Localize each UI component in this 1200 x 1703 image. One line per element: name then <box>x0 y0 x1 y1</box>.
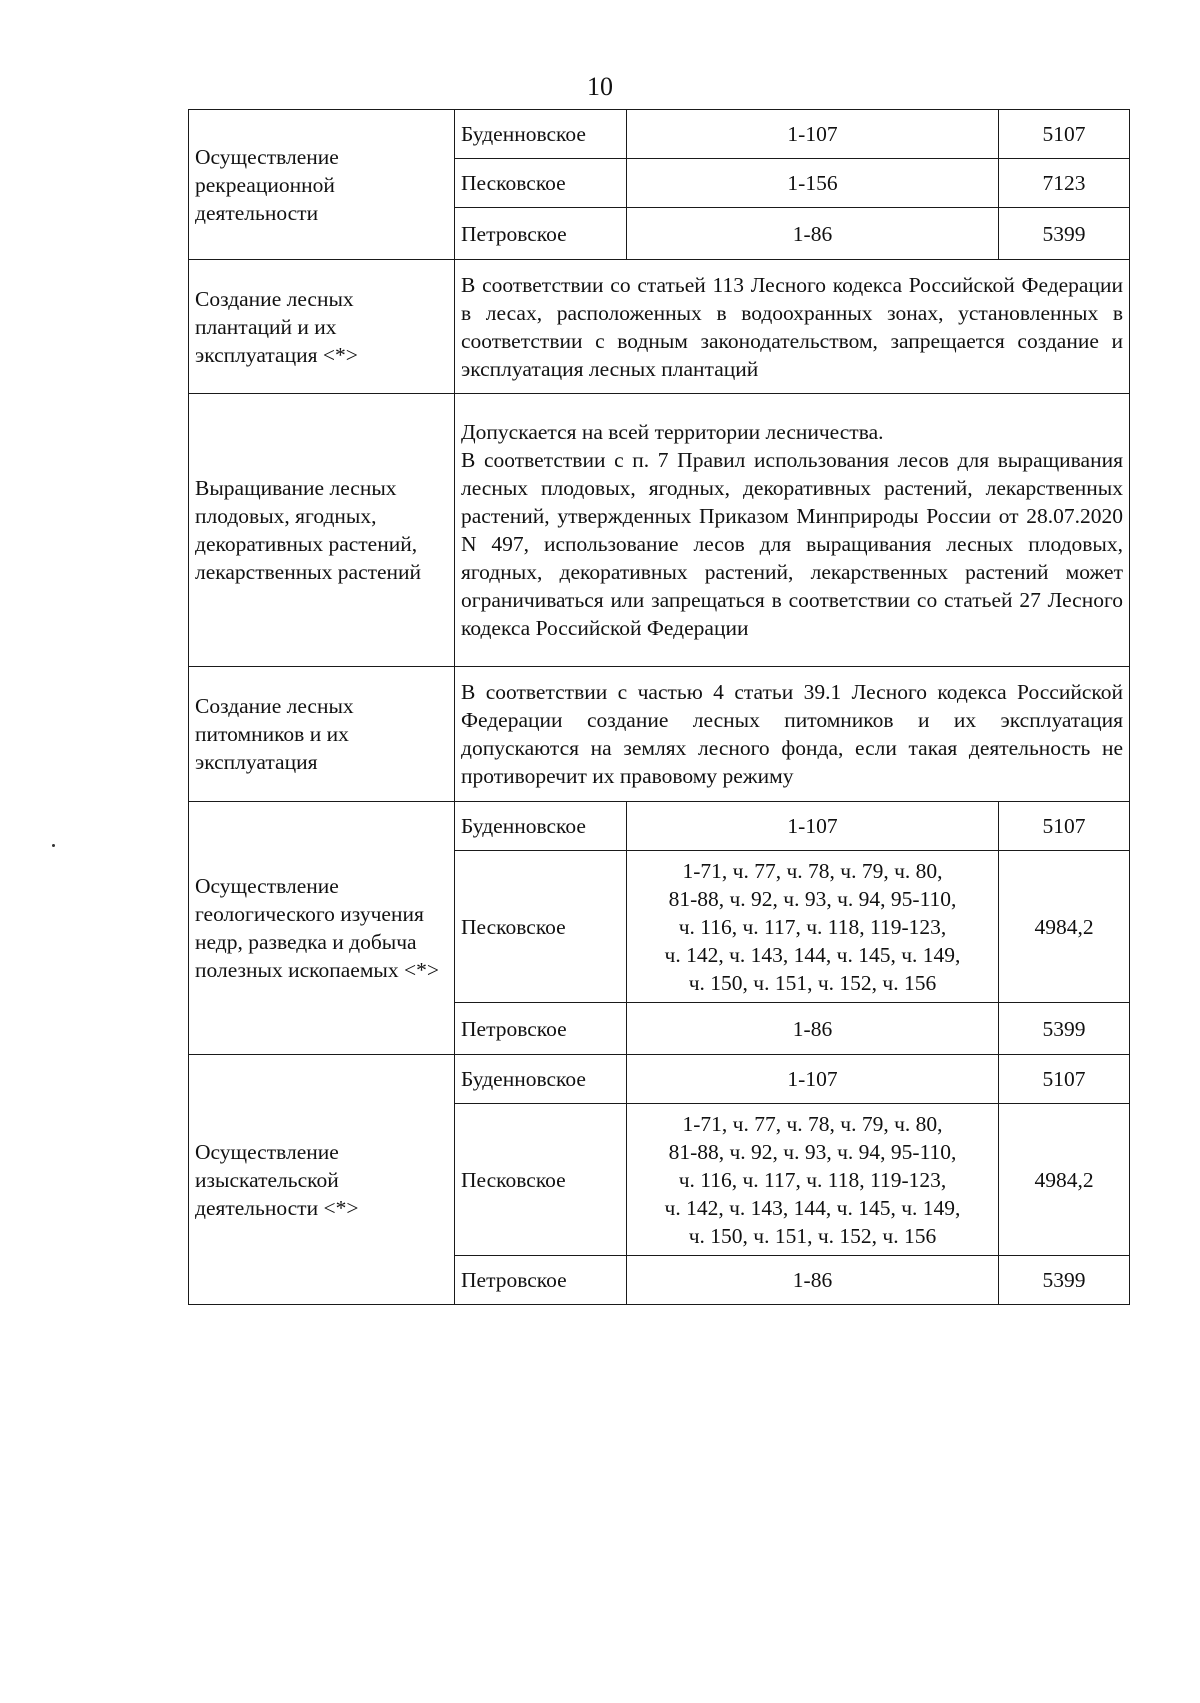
quarters-line: ч. 116, ч. 117, ч. 118, 119-123, <box>678 914 947 939</box>
activity-cell: Осуществление рекреационной деятельности <box>189 110 455 260</box>
note-cell <box>455 394 1130 667</box>
table-row <box>189 110 1130 159</box>
quarters-cell: 1-86 <box>627 1003 999 1055</box>
forest-use-table <box>188 109 1130 1305</box>
area-cell: 5107 <box>999 110 1130 159</box>
area-cell: 4984,2 <box>999 1104 1130 1256</box>
quarters-line: 1-71, ч. 77, ч. 78, ч. 79, ч. 80, <box>682 858 943 883</box>
quarters-cell: 1-107 <box>627 802 999 851</box>
forestry-cell: Петровское <box>455 1256 627 1305</box>
note-line: В соответствии с п. 7 Правил использования лесов для выращивания лесных плодовых, ягодных, декоративных растений, лекарственных растений, утвержденных Приказом Минприроды России от 28.07.2020 N 497, использование лесов для выращивания лесных плодовых, ягодных, декоративных растений, лекарственных растений может ограничиваться или запрещаться в соответствии со статьей 27 Лесного кодекса Российской Федерации <box>461 448 1123 640</box>
quarters-line: ч. 142, ч. 143, 144, ч. 145, ч. 149, <box>664 942 961 967</box>
activity-cell: Осуществление изыскательской деятельности <*> <box>189 1055 455 1305</box>
quarters-cell <box>627 1104 999 1256</box>
quarters-line: 81-88, ч. 92, ч. 93, ч. 94, 95-110, <box>668 1139 957 1164</box>
note-cell: В соответствии со статьей 113 Лесного кодекса Российской Федерации в лесах, расположенных в водоохранных зонах, установленных в соответствии с водным законодательством, запрещается создание и эксплуатация лесных плантаций <box>455 260 1130 394</box>
quarters-line: ч. 150, ч. 151, ч. 152, ч. 156 <box>688 970 937 995</box>
area-cell: 5107 <box>999 1055 1130 1104</box>
quarters-cell: 1-107 <box>627 110 999 159</box>
forestry-cell: Петровское <box>455 208 627 260</box>
forestry-cell: Буденновское <box>455 110 627 159</box>
forestry-cell: Буденновское <box>455 1055 627 1104</box>
quarters-cell <box>627 851 999 1003</box>
activity-cell: Осуществление геологического изучения недр, разведка и добыча полезных ископаемых <*> <box>189 802 455 1055</box>
quarters-cell: 1-86 <box>627 208 999 260</box>
quarters-line: ч. 150, ч. 151, ч. 152, ч. 156 <box>688 1223 937 1248</box>
forestry-cell: Песковское <box>455 851 627 1003</box>
quarters-line: 1-71, ч. 77, ч. 78, ч. 79, ч. 80, <box>682 1111 943 1136</box>
note-cell: В соответствии с частью 4 статьи 39.1 Лесного кодекса Российской Федерации создание лесных питомников и их эксплуатация допускаются на землях лесного фонда, если такая деятельность не противоречит их правовому режиму <box>455 667 1130 802</box>
quarters-cell: 1-107 <box>627 1055 999 1104</box>
activity-cell: Выращивание лесных плодовых, ягодных, декоративных растений, лекарственных растений <box>189 394 455 667</box>
quarters-line: ч. 142, ч. 143, 144, ч. 145, ч. 149, <box>664 1195 961 1220</box>
forestry-cell: Петровское <box>455 1003 627 1055</box>
note-line: Допускается на всей территории лесничества. <box>461 420 884 444</box>
area-cell: 5399 <box>999 1003 1130 1055</box>
table-row <box>189 802 1130 851</box>
table-row <box>189 394 1130 667</box>
table-row <box>189 260 1130 394</box>
scan-speck <box>52 844 55 847</box>
area-cell: 5399 <box>999 1256 1130 1305</box>
area-cell: 5107 <box>999 802 1130 851</box>
forestry-cell: Песковское <box>455 159 627 208</box>
forestry-cell: Песковское <box>455 1104 627 1256</box>
quarters-line: ч. 116, ч. 117, ч. 118, 119-123, <box>678 1167 947 1192</box>
page-number: 10 <box>587 72 613 101</box>
area-cell: 5399 <box>999 208 1130 260</box>
area-cell: 4984,2 <box>999 851 1130 1003</box>
forestry-cell: Буденновское <box>455 802 627 851</box>
area-cell: 7123 <box>999 159 1130 208</box>
table-row <box>189 667 1130 802</box>
quarters-cell: 1-86 <box>627 1256 999 1305</box>
activity-cell: Создание лесных питомников и их эксплуатация <box>189 667 455 802</box>
activity-cell: Создание лесных плантаций и их эксплуатация <*> <box>189 260 455 394</box>
quarters-cell: 1-156 <box>627 159 999 208</box>
quarters-line: 81-88, ч. 92, ч. 93, ч. 94, 95-110, <box>668 886 957 911</box>
table-row <box>189 1055 1130 1104</box>
